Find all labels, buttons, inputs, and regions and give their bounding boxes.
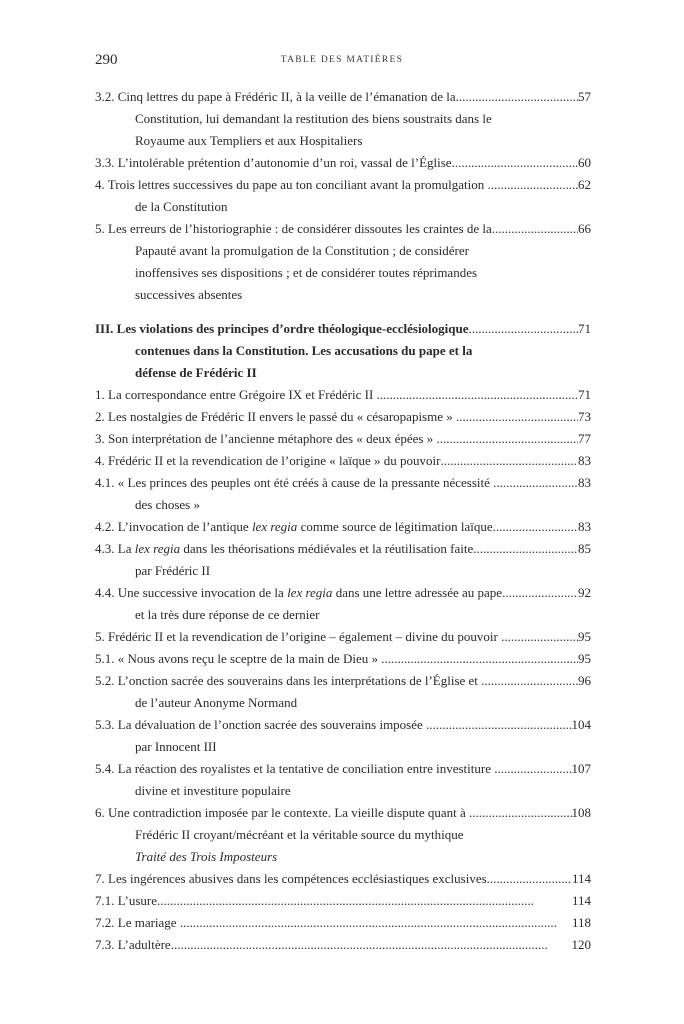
toc-entry-text bbox=[95, 582, 502, 604]
page-ref: 73 bbox=[578, 409, 591, 424]
page-ref: 96 bbox=[578, 673, 591, 688]
toc-continuation-line bbox=[95, 130, 591, 152]
dot-leader bbox=[493, 516, 578, 538]
toc-entry bbox=[95, 516, 591, 538]
dot-leader bbox=[171, 934, 572, 956]
toc-entry-text bbox=[95, 406, 456, 428]
toc-entry-line bbox=[95, 450, 591, 472]
dot-leader bbox=[502, 582, 578, 604]
text-run: 3. Son interprétation de l’ancienne métaphore des « deux épées » bbox=[95, 431, 437, 446]
page-ref: 108 bbox=[571, 805, 591, 820]
toc-entry-line bbox=[95, 582, 591, 604]
toc-entry-text bbox=[95, 516, 493, 538]
dot-leader bbox=[456, 406, 578, 428]
text-run: et la très dure réponse de ce dernier bbox=[135, 607, 320, 622]
page-ref: 92 bbox=[578, 585, 591, 600]
text-run: 5. Les erreurs de l’historiographie : de considérer dissoutes les craintes de la bbox=[95, 221, 492, 236]
text-run: 4. Frédéric II et la revendication de l’origine « laïque » du pouvoir bbox=[95, 453, 441, 468]
dot-leader bbox=[180, 912, 572, 934]
text-run: contenues dans la Constitution. Les accusations du pape et la bbox=[135, 343, 473, 358]
text-run: 4. Trois lettres successives du pape au ton conciliant avant la promulgation bbox=[95, 177, 488, 192]
toc-entry bbox=[95, 890, 591, 912]
text-run: Papauté avant la promulgation de la Constitution ; de considérer bbox=[135, 243, 469, 258]
toc-entry-line bbox=[95, 516, 591, 538]
italic-text-run: lex regia bbox=[251, 519, 298, 534]
toc-entry bbox=[95, 934, 591, 956]
toc-continuation-line bbox=[95, 560, 591, 582]
toc-continuation-line bbox=[95, 692, 591, 714]
dot-leader bbox=[473, 538, 578, 560]
toc-entry-text bbox=[95, 152, 452, 174]
toc-entry-text bbox=[95, 318, 469, 340]
page-ref: 83 bbox=[578, 453, 591, 468]
toc-continuation-line bbox=[95, 362, 591, 384]
toc-list bbox=[95, 86, 591, 956]
text-run: 6. Une contradiction imposée par le contexte. La vieille dispute quant à bbox=[95, 805, 469, 820]
toc-entry-text bbox=[95, 868, 487, 890]
toc-entry-text bbox=[95, 384, 377, 406]
text-run: de l’auteur Anonyme Normand bbox=[135, 695, 298, 710]
toc-entry bbox=[95, 714, 591, 758]
toc-entry bbox=[95, 868, 591, 890]
text-run: 7.2. Le mariage bbox=[95, 915, 180, 930]
page-ref: 120 bbox=[571, 937, 591, 952]
toc-entry bbox=[95, 472, 591, 516]
page-ref: 71 bbox=[578, 321, 591, 336]
toc-entry-text bbox=[95, 174, 487, 196]
toc-entry bbox=[95, 912, 591, 934]
text-run: 7.1. L’usure bbox=[95, 893, 157, 908]
page-header bbox=[0, 50, 684, 74]
toc-entry-text bbox=[95, 626, 501, 648]
toc-entry bbox=[95, 582, 591, 626]
toc-entry bbox=[95, 428, 591, 450]
text-run: défense de Frédéric II bbox=[135, 365, 257, 380]
toc-entry-line bbox=[95, 670, 591, 692]
text-run: par Frédéric II bbox=[135, 563, 211, 578]
dot-leader bbox=[440, 450, 578, 472]
toc-entry-line bbox=[95, 428, 591, 450]
toc-entry bbox=[95, 648, 591, 670]
toc-entry bbox=[95, 758, 591, 802]
text-run: par Innocent III bbox=[135, 739, 217, 754]
text-run: Constitution, lui demandant la restitution des biens soustraits dans le bbox=[135, 111, 492, 126]
toc-entry-line bbox=[95, 86, 591, 108]
text-run: Royaume aux Templiers et aux Hospitaliers bbox=[135, 133, 363, 148]
dot-leader bbox=[469, 318, 578, 340]
page-ref: 114 bbox=[571, 871, 591, 886]
toc-entry-text bbox=[95, 472, 493, 494]
toc-entry-line bbox=[95, 472, 591, 494]
toc-continuation-line bbox=[95, 284, 591, 306]
page-ref: 118 bbox=[571, 915, 591, 930]
dot-leader bbox=[501, 626, 578, 648]
text-run: divine et investiture populaire bbox=[135, 783, 291, 798]
toc-section-heading bbox=[95, 318, 591, 384]
toc-entry-line bbox=[95, 758, 591, 780]
text-run: 5.2. L’onction sacrée des souverains dans les interprétations de l’Église et bbox=[95, 673, 482, 688]
toc-entry bbox=[95, 152, 591, 174]
dot-leader bbox=[426, 714, 571, 736]
toc-entry-line bbox=[95, 934, 591, 956]
text-run: successives absentes bbox=[135, 287, 243, 302]
text-run: 5.3. La dévaluation de l’onction sacrée des souverains imposée bbox=[95, 717, 427, 732]
toc-entry-line bbox=[95, 538, 591, 560]
text-run: 5. Frédéric II et la revendication de l’origine – également – divine du pouvoir bbox=[95, 629, 502, 644]
italic-text-run: lex regia bbox=[134, 541, 181, 556]
toc-entry bbox=[95, 538, 591, 582]
toc-entry-line bbox=[95, 648, 591, 670]
toc-entry-line bbox=[95, 318, 591, 340]
page-number: 290 bbox=[95, 52, 118, 68]
page-ref: 83 bbox=[578, 475, 591, 490]
dot-leader bbox=[452, 152, 578, 174]
page-ref: 95 bbox=[578, 629, 591, 644]
toc-entry-line bbox=[95, 890, 591, 912]
toc-entry bbox=[95, 174, 591, 218]
toc-entry-line bbox=[95, 912, 591, 934]
page-ref: 57 bbox=[578, 89, 591, 104]
toc-entry-text bbox=[95, 670, 481, 692]
text-run: 4.4. Une successive invocation de la bbox=[95, 585, 288, 600]
toc-entry-line bbox=[95, 218, 591, 240]
italic-text-run: Traité des Trois Imposteurs bbox=[135, 849, 278, 864]
toc-entry-line bbox=[95, 714, 591, 736]
italic-text-run: lex regia bbox=[287, 585, 333, 600]
text-run: 4.2. L’invocation de l’antique bbox=[95, 519, 252, 534]
toc-continuation-line bbox=[95, 196, 591, 218]
toc-entry-text bbox=[95, 934, 171, 956]
dot-leader bbox=[456, 86, 578, 108]
toc-continuation-line bbox=[95, 824, 591, 846]
toc-continuation-line bbox=[95, 604, 591, 626]
toc-entry-line bbox=[95, 174, 591, 196]
toc-entry-line bbox=[95, 802, 591, 824]
toc-entry bbox=[95, 670, 591, 714]
text-run: inoffensives ses dispositions ; et de considérer toutes réprimandes bbox=[135, 265, 478, 280]
toc-entry bbox=[95, 626, 591, 648]
toc-entry-text bbox=[95, 428, 437, 450]
dot-leader bbox=[157, 890, 572, 912]
toc-entry bbox=[95, 86, 591, 152]
toc-entry-text bbox=[95, 758, 494, 780]
text-run: 2. Les nostalgies de Frédéric II envers le passé du « césaropapisme » bbox=[95, 409, 456, 424]
text-run: 7.3. L’adultère bbox=[95, 937, 171, 952]
toc-entry bbox=[95, 384, 591, 406]
page-ref: 66 bbox=[578, 221, 591, 236]
toc-entry-text bbox=[95, 648, 381, 670]
dot-leader bbox=[487, 174, 578, 196]
page-ref: 104 bbox=[571, 717, 591, 732]
toc-entry-text bbox=[95, 450, 440, 472]
dot-leader bbox=[377, 384, 578, 406]
toc-entry bbox=[95, 406, 591, 428]
toc-entry-line bbox=[95, 384, 591, 406]
toc-entry-text bbox=[95, 802, 469, 824]
toc-entry-text bbox=[95, 86, 456, 108]
page-ref: 62 bbox=[578, 177, 591, 192]
toc-entry-line bbox=[95, 626, 591, 648]
page-ref: 114 bbox=[571, 893, 591, 908]
toc-continuation-line bbox=[95, 494, 591, 516]
text-run: 4.1. « Les princes des peuples ont été créés à cause de la pressante nécessité bbox=[95, 475, 494, 490]
page-ref: 83 bbox=[578, 519, 591, 534]
dot-leader bbox=[437, 428, 579, 450]
text-run: des choses » bbox=[135, 497, 200, 512]
text-run: 7. Les ingérences abusives dans les compétences ecclésiastiques exclusives bbox=[95, 871, 487, 886]
text-run: 3.3. L’intolérable prétention d’autonomie d’un roi, vassal de l’Église bbox=[95, 155, 452, 170]
dot-leader bbox=[381, 648, 578, 670]
toc-entry bbox=[95, 218, 591, 306]
toc-continuation-line bbox=[95, 240, 591, 262]
toc-entry-text bbox=[95, 714, 426, 736]
running-title: TABLE DES MATIÈRES bbox=[280, 55, 404, 65]
toc-continuation-line bbox=[95, 736, 591, 758]
text-run: 1. La correspondance entre Grégoire IX et Frédéric II bbox=[95, 387, 377, 402]
text-run: dans une lettre adressée au pape bbox=[332, 585, 503, 600]
text-run: comme source de légitimation laïque bbox=[297, 519, 493, 534]
dot-leader bbox=[493, 472, 578, 494]
dot-leader bbox=[494, 758, 571, 780]
text-run: 4.3. La bbox=[95, 541, 135, 556]
page-ref: 95 bbox=[578, 651, 591, 666]
toc-entry bbox=[95, 802, 591, 868]
toc-entry-text bbox=[95, 912, 180, 934]
toc-entry-line bbox=[95, 406, 591, 428]
dot-leader bbox=[487, 868, 572, 890]
toc-entry-text bbox=[95, 218, 492, 240]
text-run: 3.2. Cinq lettres du pape à Frédéric II, à la veille de l’émanation de la bbox=[95, 89, 456, 104]
page-ref: 85 bbox=[578, 541, 591, 556]
toc-entry-text bbox=[95, 538, 473, 560]
page-ref: 107 bbox=[571, 761, 591, 776]
toc-entry-line bbox=[95, 152, 591, 174]
toc-entry-line bbox=[95, 868, 591, 890]
dot-leader bbox=[469, 802, 572, 824]
toc-continuation-line bbox=[95, 846, 591, 868]
toc-continuation-line bbox=[95, 262, 591, 284]
dot-leader bbox=[481, 670, 578, 692]
text-run: III. Les violations des principes d’ordre théologique-ecclésiologique bbox=[95, 321, 469, 336]
dot-leader bbox=[492, 218, 578, 240]
page-ref: 77 bbox=[578, 431, 591, 446]
toc-continuation-line bbox=[95, 340, 591, 362]
toc-continuation-line bbox=[95, 108, 591, 130]
page-ref: 60 bbox=[578, 155, 591, 170]
toc-entry-text bbox=[95, 890, 157, 912]
text-run: de la Constitution bbox=[135, 199, 228, 214]
text-run: 5.1. « Nous avons reçu le sceptre de la main de Dieu » bbox=[95, 651, 382, 666]
text-run: dans les théorisations médiévales et la réutilisation faite bbox=[180, 541, 474, 556]
toc-entry bbox=[95, 450, 591, 472]
toc-continuation-line bbox=[95, 780, 591, 802]
page-ref: 71 bbox=[578, 387, 591, 402]
text-run: 5.4. La réaction des royalistes et la tentative de conciliation entre investiture bbox=[95, 761, 495, 776]
text-run: Frédéric II croyant/mécréant et la véritable source du mythique bbox=[135, 827, 464, 842]
